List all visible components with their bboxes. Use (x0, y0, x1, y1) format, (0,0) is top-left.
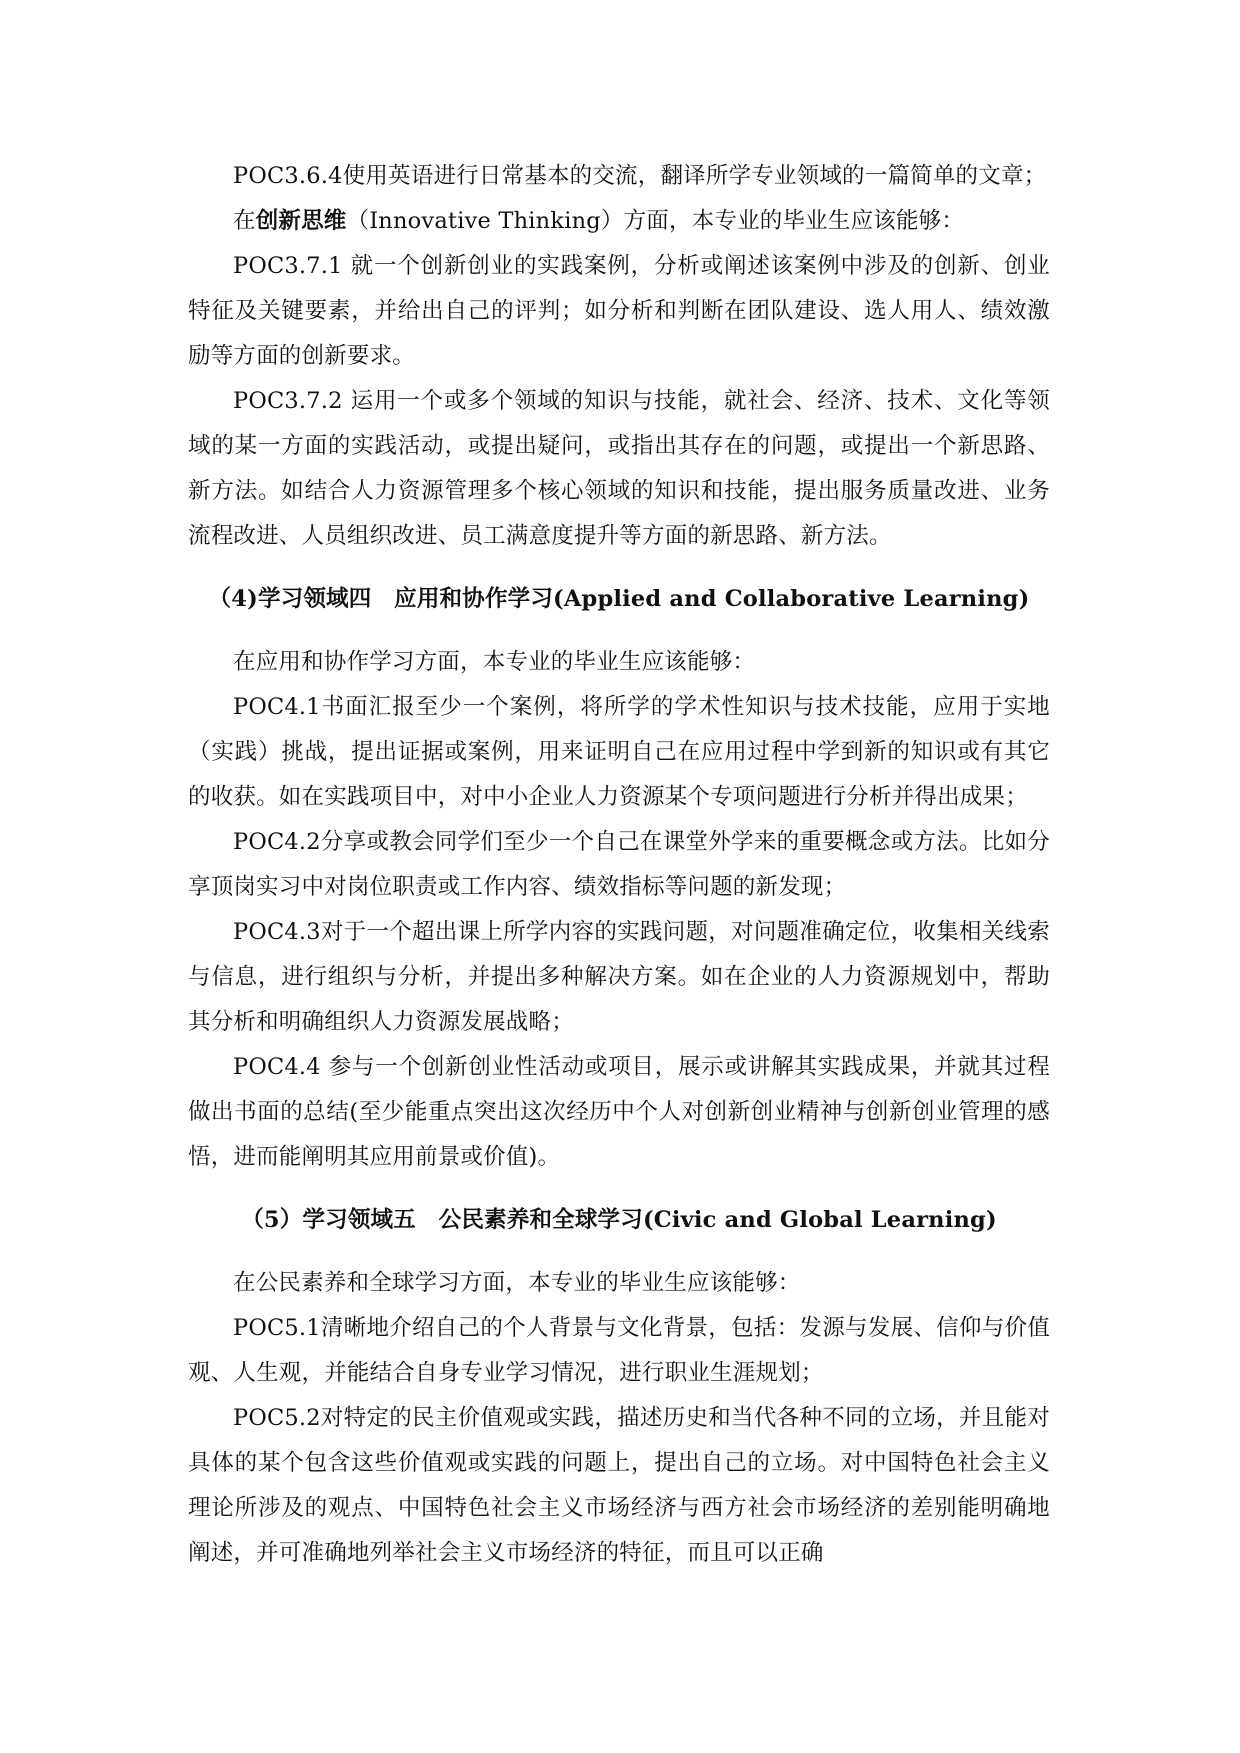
paragraph-poc4-2: POC4.2分享或教会同学们至少一个自己在课堂外学来的重要概念或方法。比如分享顶岗实习中对岗位职责或工作内容、绩效指标等问题的新发现； (188, 829, 1050, 900)
document-body (188, 154, 1050, 1576)
paragraph-poc4-3: POC4.3对于一个超出课上所学内容的实践问题，对问题准确定位，收集相关线索与信息，进行组织与分析，并提出多种解决方案。如在企业的人力资源规划中，帮助其分析和明确组织人力资源发展战略； (188, 919, 1050, 1035)
intro-suffix: （Innovative Thinking）方面，本专业的毕业生应该能够： (346, 208, 965, 234)
paragraph-poc3-6-4: POC3.6.4使用英语进行日常基本的交流，翻译所学专业领域的一篇简单的文章； (233, 163, 1047, 189)
paragraph-domain-5-intro: 在公民素养和全球学习方面，本专业的毕业生应该能够： (233, 1270, 801, 1296)
paragraph-poc4-1: POC4.1书面汇报至少一个案例，将所学的学术性知识与技术技能，应用于实地（实践）挑战，提出证据或案例，用来证明自己在应用过程中学到新的知识或有其它的收获。如在实践项目中，对中小企业人力资源某个专项问题进行分析并得出成果； (188, 694, 1050, 810)
paragraph-innovative-thinking-intro (188, 199, 1050, 244)
paragraph-domain-4-intro: 在应用和协作学习方面，本专业的毕业生应该能够： (233, 649, 756, 675)
section-heading-domain-5: （5）学习领域五 公民素养和全球学习(Civic and Global Learning) (241, 1207, 997, 1233)
intro-prefix: 在 (233, 208, 256, 234)
section-heading-domain-4: （4)学习领域四 应用和协作学习(Applied and Collaborative Learning) (208, 586, 1030, 612)
paragraph-poc4-4: POC4.4 参与一个创新创业性活动或项目，展示或讲解其实践成果，并就其过程做出书面的总结(至少能重点突出这次经历中个人对创新创业精神与创新创业管理的感悟，进而能阐明其应用前景或价值)。 (188, 1054, 1050, 1170)
paragraph-poc5-1: POC5.1清晰地介绍自己的个人背景与文化背景，包括：发源与发展、信仰与价值观、人生观，并能结合自身专业学习情况，进行职业生涯规划； (188, 1315, 1050, 1386)
bold-term-innovative-thinking: 创新思维 (255, 208, 347, 234)
paragraph-poc3-7-1: POC3.7.1 就一个创新创业的实践案例，分析或阐述该案例中涉及的创新、创业特征及关键要素，并给出自己的评判；如分析和判断在团队建设、选人用人、绩效激励等方面的创新要求。 (188, 253, 1050, 369)
paragraph-poc5-2: POC5.2对特定的民主价值观或实践，描述历史和当代各种不同的立场，并且能对具体的某个包含这些价值观或实践的问题上，提出自己的立场。对中国特色社会主义理论所涉及的观点、中国特色社会主义市场经济与西方社会市场经济的差别能明确地阐述，并可准确地列举社会主义市场经济的特征，而且可以正确 (188, 1405, 1050, 1566)
paragraph-poc3-7-2: POC3.7.2 运用一个或多个领域的知识与技能，就社会、经济、技术、文化等领域的某一方面的实践活动，或提出疑问，或指出其存在的问题，或提出一个新思路、新方法。如结合人力资源管理多个核心领域的知识和技能，提出服务质量改进、业务流程改进、人员组织改进、员工满意度提升等方面的新思路、新方法。 (188, 388, 1050, 549)
